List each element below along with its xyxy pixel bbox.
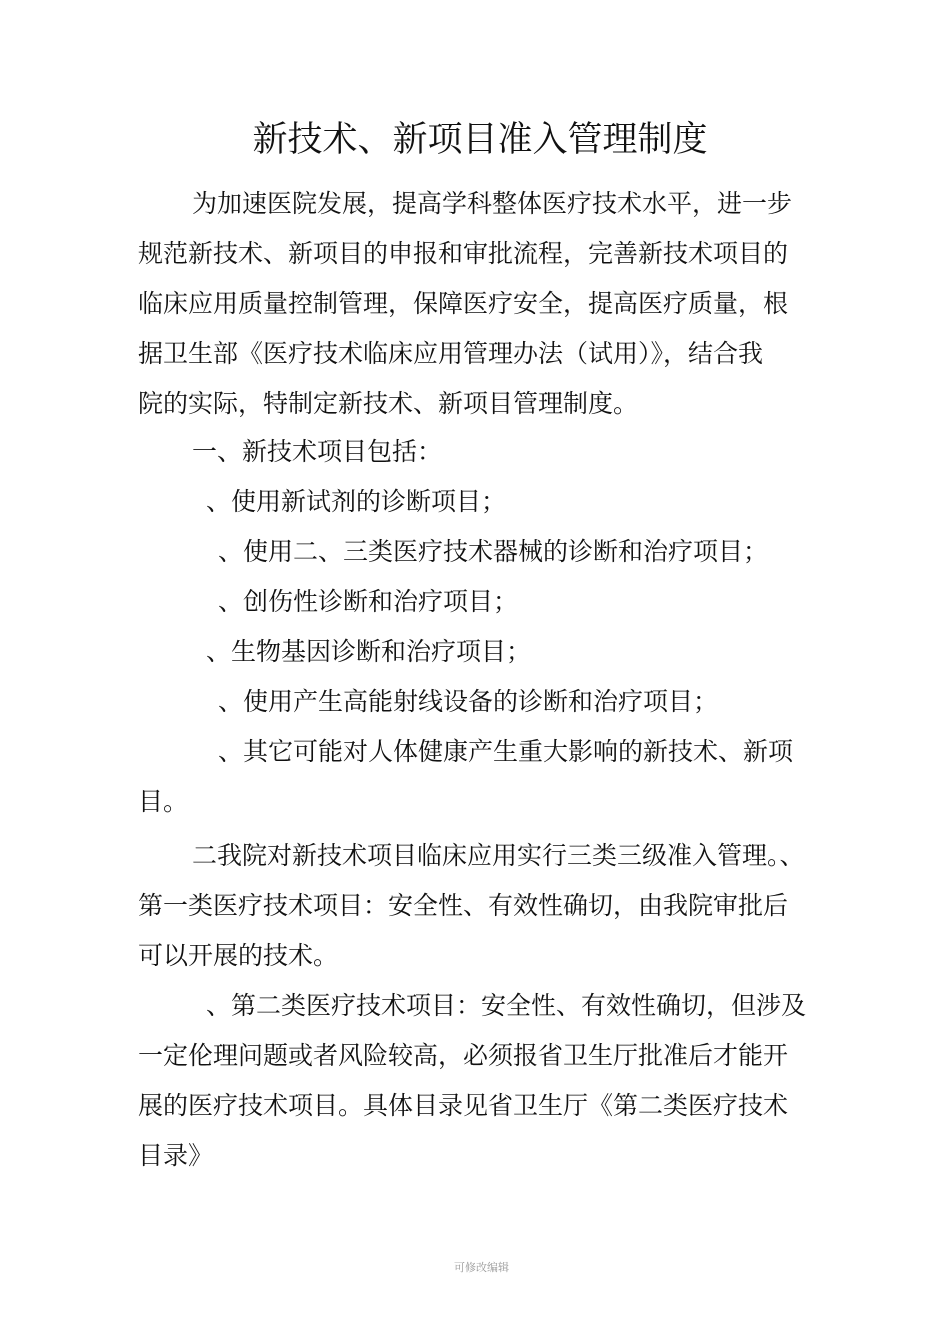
paragraph-line: 一定伦理问题或者风险较高，必须报省卫生厅批准后才能开 xyxy=(138,1041,789,1070)
list-item: 、其它可能对人体健康产生重大影响的新技术、新项 xyxy=(218,737,794,766)
paragraph-line: 、第二类医疗技术项目：安全性、有效性确切，但涉及 xyxy=(206,991,807,1020)
list-item: 、使用新试剂的诊断项目； xyxy=(206,487,507,516)
page-footer: 可修改编辑 xyxy=(454,1261,509,1274)
paragraph-line: 据卫生部《医疗技术临床应用管理办法（试用）》，结合我 xyxy=(138,339,764,368)
paragraph-line: 目录》 xyxy=(138,1141,214,1170)
paragraph-line: 院的实际，特制定新技术、新项目管理制度。 xyxy=(138,389,639,418)
section-heading: 一、新技术项目包括： xyxy=(192,437,443,466)
paragraph-line: 规范新技术、新项目的申报和审批流程，完善新技术项目的 xyxy=(138,239,789,268)
section-heading: 二我院对新技术项目临床应用实行三类三级准入管理。、 xyxy=(192,841,805,870)
list-item: 、使用二、三类医疗技术器械的诊断和治疗项目； xyxy=(218,537,769,566)
list-item: 、生物基因诊断和治疗项目； xyxy=(206,637,532,666)
paragraph-line: 展的医疗技术项目。具体目录见省卫生厅《第二类医疗技术 xyxy=(138,1091,789,1120)
paragraph-line: 为加速医院发展，提高学科整体医疗技术水平，进一步 xyxy=(192,189,793,218)
paragraph-line: 第一类医疗技术项目：安全性、有效性确切，由我院审批后 xyxy=(138,891,789,920)
document-title: 新技术、新项目准入管理制度 xyxy=(252,120,708,160)
paragraph-line: 临床应用质量控制管理，保障医疗安全，提高医疗质量，根 xyxy=(138,289,789,318)
list-item: 、创伤性诊断和治疗项目； xyxy=(218,587,519,616)
paragraph-line: 可以开展的技术。 xyxy=(138,941,339,970)
list-item-continuation: 目。 xyxy=(138,787,189,816)
list-item: 、使用产生高能射线设备的诊断和治疗项目； xyxy=(218,687,719,716)
